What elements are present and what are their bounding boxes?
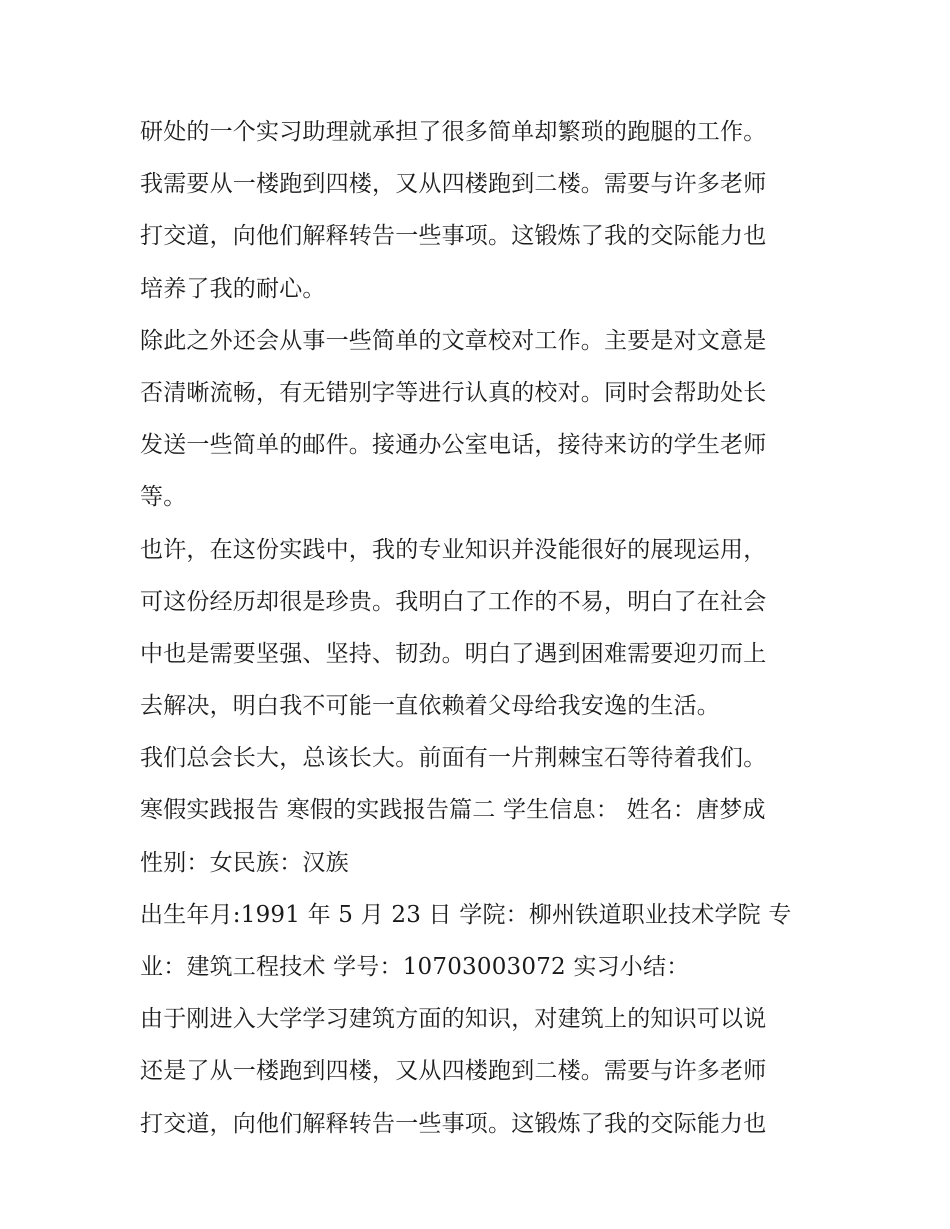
- text-line-13: 我们总会长大，总该长大。前面有一片荆棘宝石等待着我们。: [140, 745, 767, 772]
- body-text: [140, 106, 820, 1150]
- text-line-16: 出生年月:1991 年 5 月 23 日 学院：柳州铁道职业技术学院 专: [140, 901, 792, 928]
- text-line-9: 也许，在这份实践中，我的专业知识并没能很好的展现运用，: [140, 536, 767, 563]
- text-line-12: 去解决，明白我不可能一直依赖着父母给我安逸的生活。: [140, 693, 720, 720]
- text-line-7: 发送一些简单的邮件。接通办公室电话，接待来访的学生老师: [140, 432, 767, 459]
- text-line-3: 打交道，向他们解释转告一些事项。这锻炼了我的交际能力也: [140, 223, 767, 250]
- text-line-4: 培养了我的耐心。: [140, 275, 326, 302]
- text-line-10: 可这份经历却很是珍贵。我明白了工作的不易，明白了在社会: [140, 588, 767, 615]
- text-line-17: 业：建筑工程技术 学号：10703003072 实习小结：: [140, 954, 690, 980]
- text-line-20: 打交道，向他们解释转告一些事项。这锻炼了我的交际能力也: [140, 1110, 767, 1137]
- text-line-18: 由于刚进入大学学习建筑方面的知识，对建筑上的知识可以说: [140, 1006, 767, 1033]
- text-line-19: 还是了从一楼跑到四楼，又从四楼跑到二楼。需要与许多老师: [140, 1058, 767, 1085]
- text-line-2: 我需要从一楼跑到四楼，又从四楼跑到二楼。需要与许多老师: [140, 171, 767, 198]
- text-line-11: 中也是需要坚强、坚持、韧劲。明白了遇到困难需要迎刃而上: [140, 640, 767, 667]
- text-line-6: 否清晰流畅，有无错别字等进行认真的校对。同时会帮助处长: [140, 379, 767, 406]
- text-line-15: 性别：女民族：汉族: [140, 849, 349, 876]
- text-line-1: 研处的一个实习助理就承担了很多简单却繁琐的跑腿的工作。: [140, 119, 767, 145]
- text-line-14: 寒假实践报告 寒假的实践报告篇二 学生信息： 姓名：唐梦成: [140, 797, 766, 824]
- text-line-5: 除此之外还会从事一些简单的文章校对工作。主要是对文意是: [140, 327, 767, 354]
- text-line-8: 等。: [140, 484, 187, 511]
